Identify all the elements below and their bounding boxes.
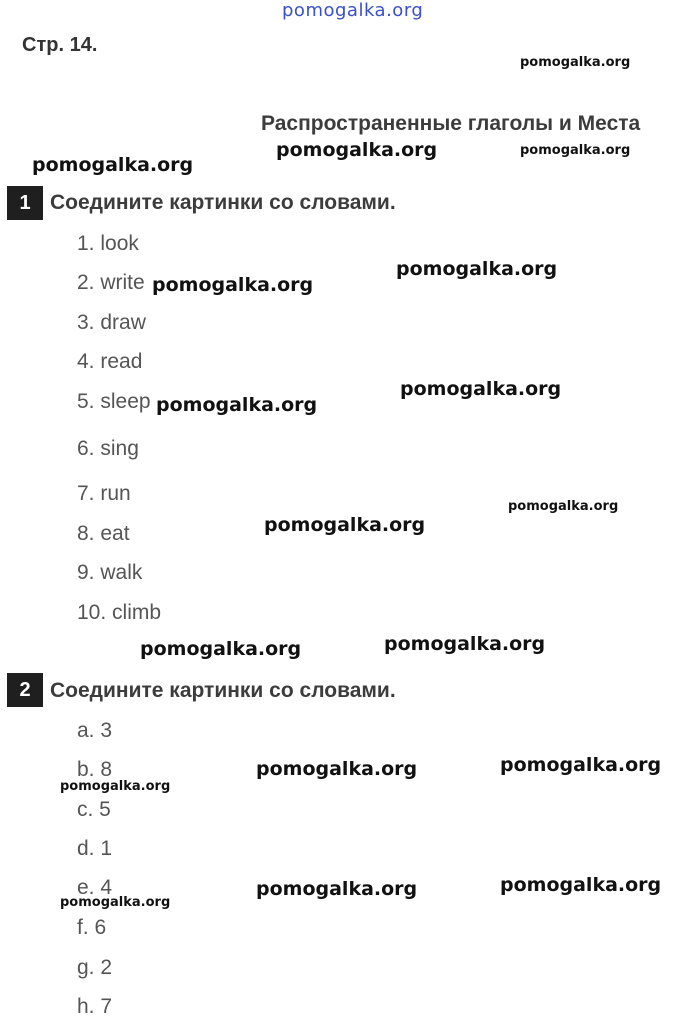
list-item: d. 1 xyxy=(77,837,113,860)
list-item: 6. sing xyxy=(77,437,139,460)
list-item: 9. walk xyxy=(77,561,143,584)
watermark: pomogalka.org xyxy=(500,874,662,896)
watermark: pomogalka.org xyxy=(256,758,418,780)
page-number: Стр. 14. xyxy=(22,34,98,56)
list-item: 1. look xyxy=(77,232,139,255)
list-item: c. 5 xyxy=(77,798,111,821)
watermark: pomogalka.org xyxy=(384,633,546,655)
exercise-1-title: Соедините картинки со словами. xyxy=(50,191,396,214)
list-item: 10. climb xyxy=(77,601,162,624)
list-item: 3. draw xyxy=(77,311,146,334)
watermark: pomogalka.org xyxy=(396,258,558,280)
exercise-2-number: 2 xyxy=(7,673,43,707)
watermark: pomogalka.org xyxy=(520,55,631,70)
watermark: pomogalka.org xyxy=(500,754,662,776)
list-item: 4. read xyxy=(77,350,143,373)
watermark: pomogalka.org xyxy=(264,514,426,536)
section-title: Распространенные глаголы и Места xyxy=(261,112,641,135)
watermark: pomogalka.org xyxy=(32,154,194,176)
list-item: e. 4 xyxy=(77,876,113,899)
list-item: 8. eat xyxy=(77,522,130,545)
watermark: pomogalka.org xyxy=(152,274,314,296)
watermark: pomogalka.org xyxy=(60,895,171,910)
list-item: a. 3 xyxy=(77,719,113,742)
watermark: pomogalka.org xyxy=(140,638,302,660)
list-item: f. 6 xyxy=(77,916,107,939)
list-item: 7. run xyxy=(77,482,131,505)
list-item: g. 2 xyxy=(77,956,113,979)
list-item: 5. sleep xyxy=(77,390,151,413)
watermark: pomogalka.org xyxy=(520,143,631,158)
watermark: pomogalka.org xyxy=(508,499,619,514)
watermark: pomogalka.org xyxy=(256,878,418,900)
watermark: pomogalka.org xyxy=(156,394,318,416)
exercise-2-title: Соедините картинки со словами. xyxy=(50,679,396,702)
list-item: 2. write xyxy=(77,271,145,294)
site-watermark-top: pomogalka.org xyxy=(282,0,424,21)
watermark: pomogalka.org xyxy=(400,378,562,400)
exercise-1-number: 1 xyxy=(7,186,43,220)
list-item: h. 7 xyxy=(77,995,113,1018)
list-item: b. 8 xyxy=(77,758,113,781)
watermark: pomogalka.org xyxy=(60,779,171,794)
watermark: pomogalka.org xyxy=(276,139,438,161)
